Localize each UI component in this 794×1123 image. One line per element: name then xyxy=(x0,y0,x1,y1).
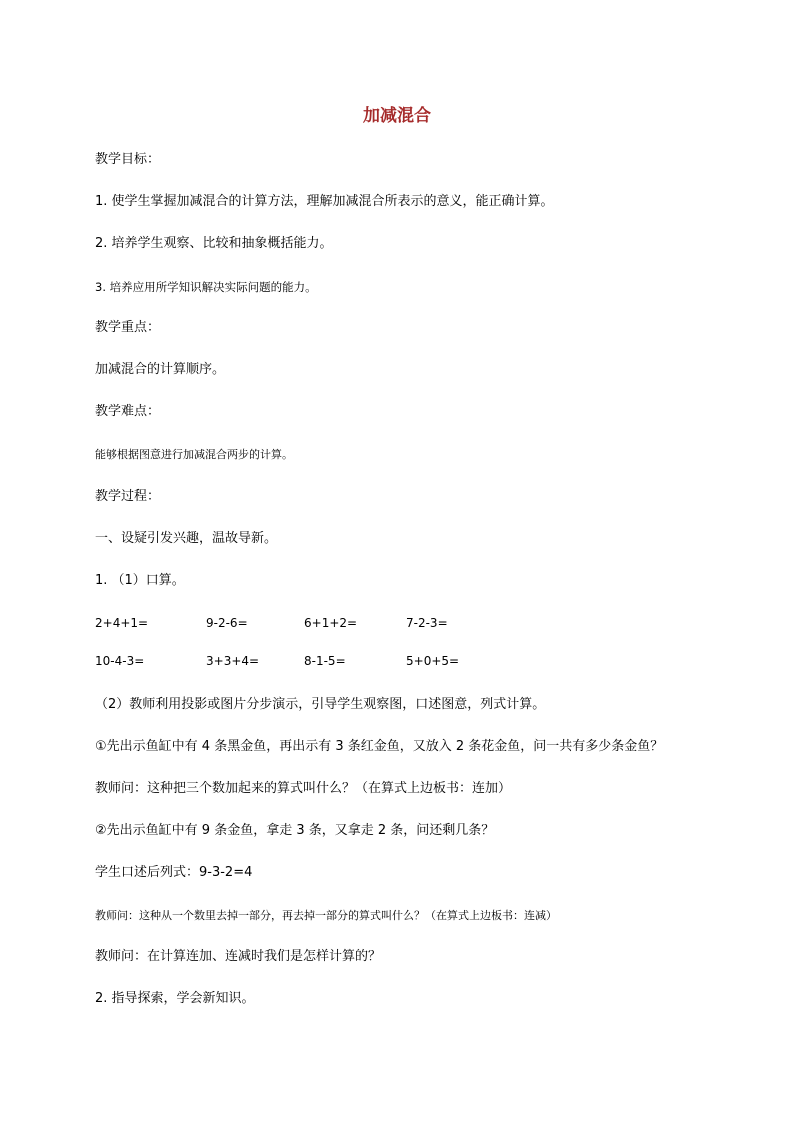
equation: 10-4-3= xyxy=(95,654,145,668)
process-heading: 教学过程： xyxy=(95,489,161,504)
step-2: 2. 指导探索，学会新知识。 xyxy=(95,991,255,1006)
difficulty-text: 能够根据图意进行加减混合两步的计算。 xyxy=(95,448,293,461)
student-answer: 学生口述后列式：9-3-2=4 xyxy=(95,865,253,880)
difficulty-heading: 教学难点： xyxy=(95,404,161,419)
teacher-question-2: 教师问：这种从一个数里去掉一部分，再去掉一部分的算式叫什么？（在算式上边板书：连减） xyxy=(95,909,557,922)
key-heading: 教学重点： xyxy=(95,320,161,335)
item-a: ①先出示鱼缸中有 4 条黑金鱼，再出示有 3 条红金鱼，又放入 2 条花金鱼，问一共有多少条金鱼？ xyxy=(95,739,664,754)
teacher-question-3: 教师问：在计算连加、连减时我们是怎样计算的？ xyxy=(95,949,382,964)
teacher-question-1: 教师问：这种把三个数加起来的算式叫什么？（在算式上边板书：连加） xyxy=(95,781,512,796)
step-1: 1. （1）口算。 xyxy=(95,573,185,588)
document-title: 加减混合 xyxy=(363,106,431,126)
item-b: ②先出示鱼缸中有 9 条金鱼，拿走 3 条，又拿走 2 条，问还剩几条？ xyxy=(95,823,495,838)
goal-2: 2. 培养学生观察、比较和抽象概括能力。 xyxy=(95,236,333,251)
equation: 5+0+5= xyxy=(406,654,460,668)
section-1: 一、设疑引发兴趣，温故导新。 xyxy=(95,531,278,546)
equation: 7-2-3= xyxy=(406,616,448,630)
equation: 2+4+1= xyxy=(95,616,149,630)
goals-heading: 教学目标： xyxy=(95,152,161,167)
step-1-2: （2）教师利用投影或图片分步演示，引导学生观察图，口述图意，列式计算。 xyxy=(95,697,546,712)
goal-3: 3. 培养应用所学知识解决实际问题的能力。 xyxy=(95,280,317,294)
equation: 6+1+2= xyxy=(304,616,358,630)
equation: 8-1-5= xyxy=(304,654,346,668)
equation: 3+3+4= xyxy=(206,654,260,668)
equation: 9-2-6= xyxy=(206,616,248,630)
goal-1: 1. 使学生掌握加减混合的计算方法，理解加减混合所表示的意义，能正确计算。 xyxy=(95,194,554,209)
key-text: 加减混合的计算顺序。 xyxy=(95,362,226,377)
